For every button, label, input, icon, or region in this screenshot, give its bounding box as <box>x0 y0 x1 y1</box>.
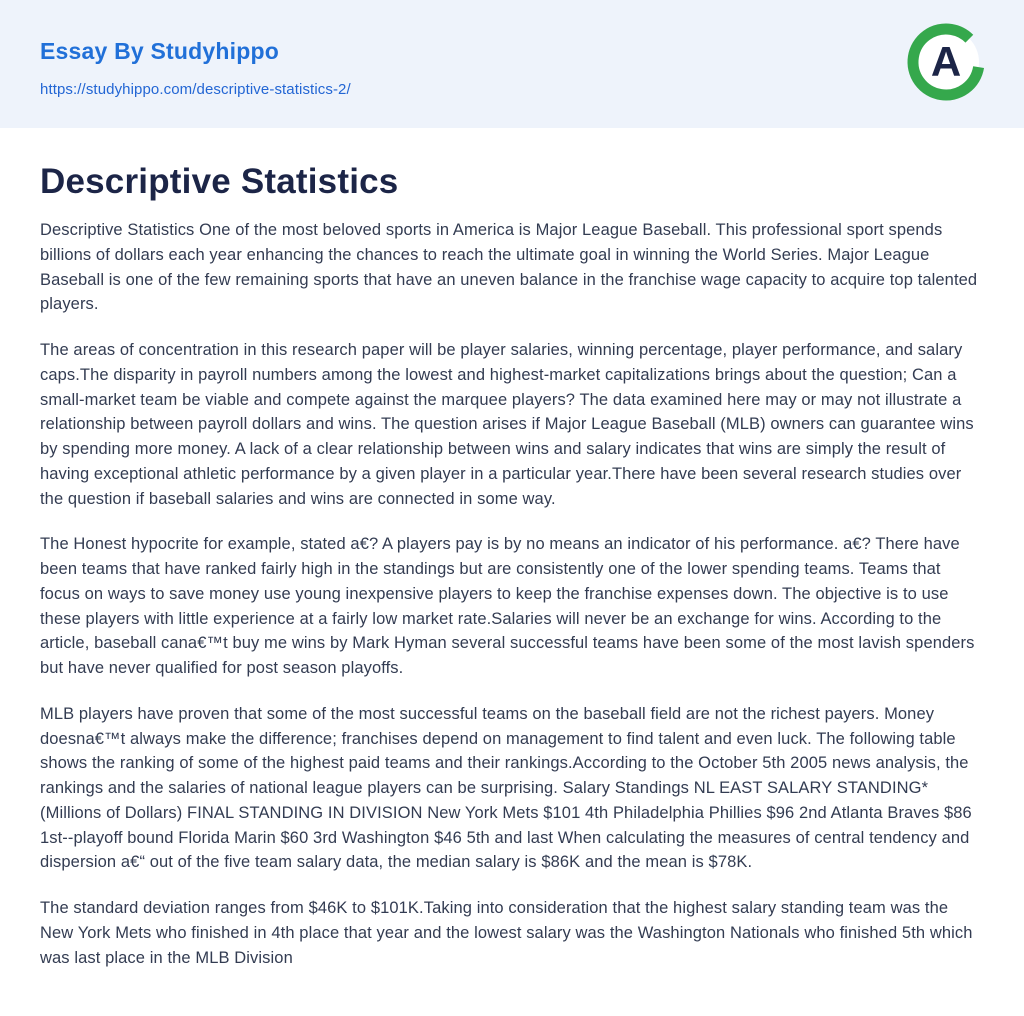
essay-content <box>0 128 1024 1016</box>
page-title: Descriptive Statistics <box>40 162 399 201</box>
studyhippo-logo[interactable] <box>906 22 986 102</box>
essay-paragraph: The standard deviation ranges from $46K to $101K.Taking into consideration that the highest salary standing team was the New York Mets who finished in 4th place that year and the lowest salary was the Washington Nationals who finished 5th which was last place in the MLB Division <box>40 899 973 967</box>
essay-body <box>40 218 984 970</box>
essay-paragraph: The Honest hypocrite for example, stated a€? A players pay is by no means an indicator of his performance. a€? There have been teams that have ranked fairly high in the standings but are consistently one of the lower spending teams. Teams that focus on ways to save money use young inexpensive players to keep the franchise expenses down. The objective is to use these players with little experience at a fairly low market rate.Salaries will never be an exchange for wins. According to the article, baseball cana€™t buy me wins by Mark Hyman several successful teams have been some of the most lavish spenders but have never qualified for post season playoffs. <box>40 535 975 677</box>
page-url-link[interactable]: https://studyhippo.com/descriptive-statistics-2/ <box>40 81 351 98</box>
studyhippo-logo-icon <box>906 22 986 102</box>
essay-paragraph: Descriptive Statistics One of the most beloved sports in America is Major League Baseball. This professional sport spends billions of dollars each year enhancing the chances to reach the ultimate goal in winning the World Series. Major League Baseball is one of the few remaining sports that have an uneven balance in the franchise wage capacity to acquire top talented players. <box>40 221 978 314</box>
essay-paragraph: The areas of concentration in this research paper will be player salaries, winning percentage, player performance, and salary caps.The disparity in payroll numbers among the lowest and highest-market capitalizations brings about the question; Can a small-market team be viable and compete against the marquee players? The data examined here may or may not illustrate a relationship between payroll dollars and wins. The question arises if Major League Baseball (MLB) owners can guarantee wins by spending more money. A lack of a clear relationship between wins and salary indicates that wins are simply the result of having exceptional athletic performance by a given player in a particular year.There have been several research studies over the question if baseball salaries and wins are connected in some way. <box>40 341 974 508</box>
site-header <box>0 0 1024 128</box>
essay-paragraph: MLB players have proven that some of the most successful teams on the baseball field are not the richest payers. Money doesna€™t always make the difference; franchises depend on management to find talent and even luck. The following table shows the ranking of some of the highest paid teams and their rankings.According to the October 5th 2005 news analysis, the rankings and the salaries of national league players can be surprising. Salary Standings NL EAST SALARY STANDING* (Millions of Dollars) FINAL STANDING IN DIVISION New York Mets $101 4th Philadelphia Phillies $96 2nd Atlanta Braves $86 1st--playoff bound Florida Marin $60 3rd Washington $46 5th and last When calculating the measures of central tendency and dispersion a€“ out of the five team salary data, the median salary is $86K and the mean is $78K. <box>40 704 972 872</box>
site-title-link[interactable]: Essay By Studyhippo <box>40 38 279 64</box>
logo-letter: A <box>930 38 962 85</box>
